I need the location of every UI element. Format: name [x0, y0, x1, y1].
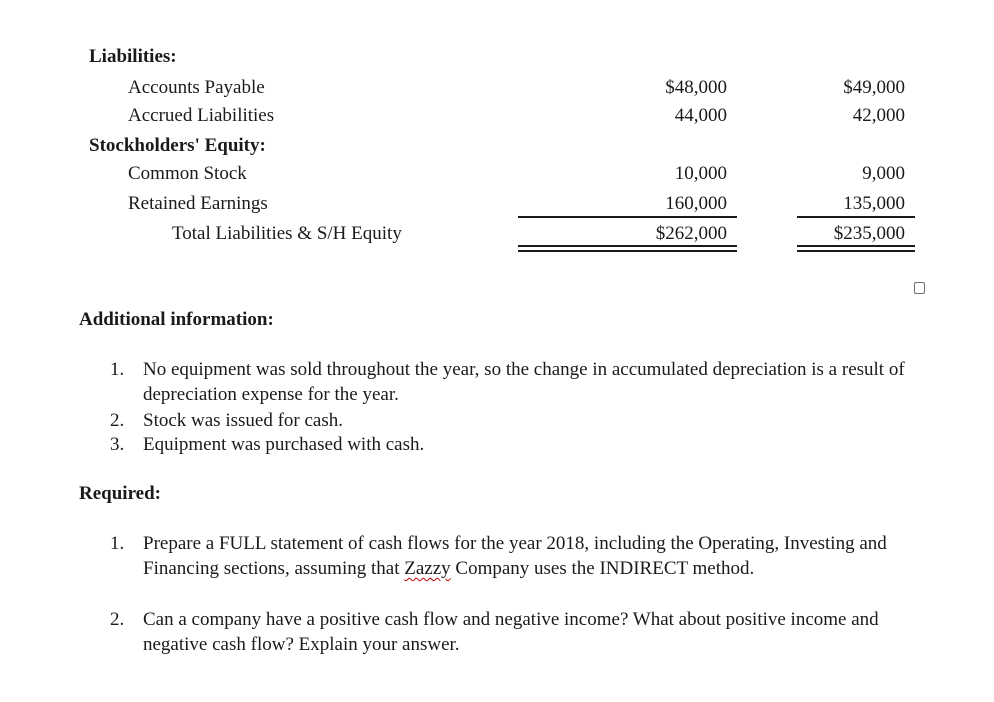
required-item-1-text	[143, 531, 893, 581]
company-name-misspelled[interactable]: Zazzy	[404, 558, 451, 579]
additional-item-2-text: Stock was issued for cash.	[143, 410, 343, 431]
accrued-liabilities-label: Accrued Liabilities	[128, 105, 275, 126]
liabilities-header: Liabilities:	[89, 46, 177, 67]
common-stock-label: Common Stock	[128, 163, 247, 184]
required-item-1	[110, 531, 930, 606]
subtotal-rule-2018	[518, 216, 737, 218]
additional-item-2-number: 2.	[110, 410, 125, 431]
additional-item-2	[110, 408, 930, 433]
total-double-rule-2017	[797, 245, 915, 252]
accrued-liabilities-2017: 42,000	[852, 105, 905, 126]
subtotal-rule-2017	[797, 216, 915, 218]
equity-header: Stockholders' Equity:	[89, 135, 266, 156]
required-item-1-number: 1.	[110, 533, 125, 554]
required-item-2	[110, 607, 930, 657]
additional-item-1-text: No equipment was sold throughout the year, so the change in accumulated depreciation is a result of depreciation expense for the year.	[143, 359, 905, 405]
required-item-2-number: 2.	[110, 609, 125, 630]
total-liab-equity-2018: $262,000	[655, 223, 727, 244]
additional-item-1	[110, 357, 930, 407]
accrued-liabilities-2018: 44,000	[674, 105, 727, 126]
accounts-payable-2018: $48,000	[665, 77, 727, 98]
additional-item-3-text: Equipment was purchased with cash.	[143, 434, 425, 455]
total-liab-equity-label: Total Liabilities & S/H Equity	[172, 223, 402, 244]
accounts-payable-label: Accounts Payable	[128, 77, 265, 98]
additional-info-header: Additional information:	[79, 309, 274, 330]
retained-earnings-2017: 135,000	[843, 193, 905, 214]
additional-item-1-number: 1.	[110, 359, 125, 380]
required-item-1-text-before: Prepare a FULL statement of cash flows for the year 2018, including the Operating, Investing and Financing sections, assuming that	[143, 533, 887, 579]
retained-earnings-label: Retained Earnings	[128, 193, 268, 214]
common-stock-2018: 10,000	[674, 163, 727, 184]
resize-handle-icon[interactable]	[914, 282, 925, 294]
total-double-rule-2018	[518, 245, 737, 252]
additional-item-3	[110, 432, 930, 457]
required-header: Required:	[79, 483, 161, 504]
required-item-2-text: Can a company have a positive cash flow and negative income? What about positive income and negative cash flow? Explain your answer.	[143, 609, 879, 655]
total-liab-equity-2017: $235,000	[833, 223, 905, 244]
common-stock-2017: 9,000	[862, 163, 905, 184]
accounts-payable-2017: $49,000	[843, 77, 905, 98]
required-item-1-text-after: Company uses the INDIRECT method.	[450, 558, 755, 579]
additional-item-3-number: 3.	[110, 434, 125, 455]
retained-earnings-2018: 160,000	[665, 193, 727, 214]
